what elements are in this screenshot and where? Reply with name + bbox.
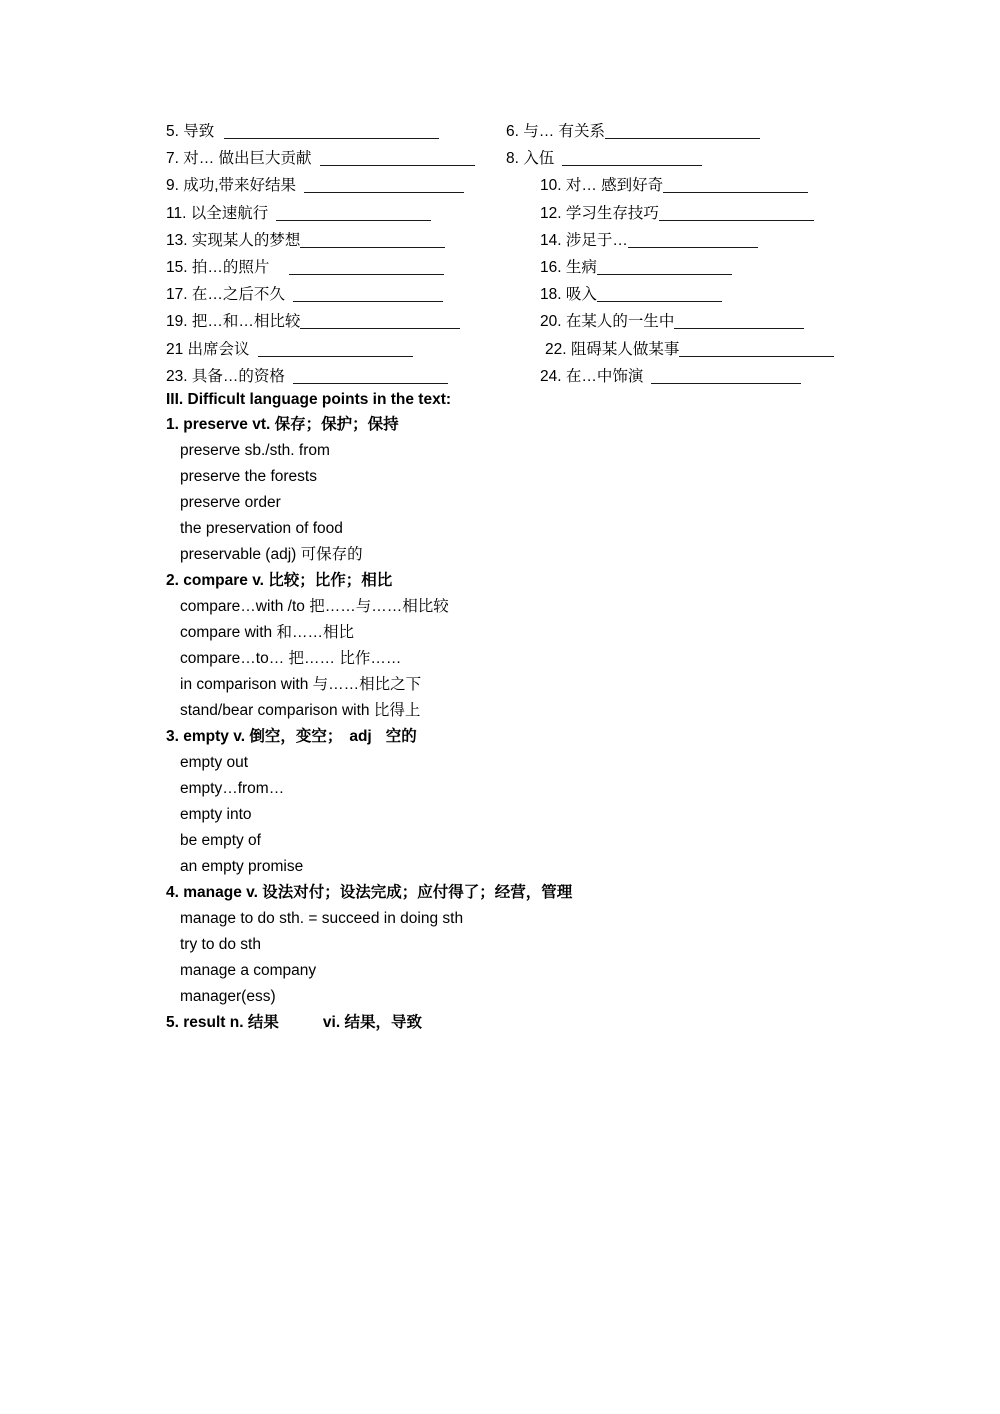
vocabulary-number: 1. <box>166 416 179 433</box>
answer-blank[interactable] <box>258 343 413 357</box>
phrase-row <box>166 172 496 199</box>
vocabulary-example-line: in comparison with 与……相比之下 <box>180 676 422 693</box>
phrase-number: 19. <box>166 313 188 331</box>
vocabulary-meaning-secondary: 结果，导致 <box>344 1014 422 1031</box>
vocabulary-part-of-speech: v. <box>246 884 258 901</box>
answer-blank[interactable] <box>597 288 722 302</box>
phrase-column-right <box>506 118 866 390</box>
vocabulary-entry <box>166 880 866 1010</box>
phrase-number: 11. <box>166 204 187 222</box>
phrase-number: 17. <box>166 286 188 304</box>
phrase-row <box>166 336 496 363</box>
vocabulary-part-of-speech: vt. <box>252 416 271 433</box>
vocabulary-entry <box>166 724 866 880</box>
phrase-number: 12. <box>540 204 562 222</box>
phrase-row <box>506 336 866 363</box>
vocabulary-example-line: preservable (adj) 可保存的 <box>180 546 363 563</box>
vocabulary-part-of-speech-secondary: vi. <box>322 1014 341 1031</box>
vocabulary-example-line: the preservation of food <box>180 520 343 537</box>
phrase-row <box>166 281 496 308</box>
phrase-row <box>166 200 496 227</box>
answer-blank[interactable] <box>289 261 444 275</box>
vocabulary-example-line: compare…to… 把…… 比作…… <box>180 650 402 667</box>
phrase-chinese-text: 以全速航行 <box>186 204 269 222</box>
phrase-number: 7. <box>166 150 179 168</box>
phrase-number: 13. <box>166 231 188 249</box>
vocabulary-headword-line <box>166 1010 866 1036</box>
vocabulary-example-line: be empty of <box>180 832 261 849</box>
vocabulary-number: 2. <box>166 572 179 589</box>
vocabulary-example-line: preserve the forests <box>180 468 317 485</box>
phrase-chinese-text: 成功,带来好结果 <box>178 177 297 195</box>
phrase-row <box>166 254 496 281</box>
vocabulary-meaning: 保存；保护；保持 <box>274 416 399 433</box>
vocabulary-entry <box>166 412 866 568</box>
phrase-chinese-text: 吸入 <box>561 286 597 304</box>
vocabulary-example-line: empty…from… <box>180 780 285 797</box>
vocabulary-example-line: manage a company <box>180 962 317 979</box>
phrase-row <box>506 227 866 254</box>
answer-blank[interactable] <box>663 179 808 193</box>
vocabulary-number: 5. <box>166 1014 179 1031</box>
phrase-chinese-text: 拍…的照片 <box>187 258 270 276</box>
vocabulary-example-line: compare with 和……相比 <box>180 624 354 641</box>
vocabulary-part-of-speech: n. <box>229 1014 244 1031</box>
vocabulary-meaning: 比较；比作；相比 <box>268 572 393 589</box>
vocabulary-word: empty <box>183 728 229 745</box>
phrase-number: 24. <box>540 367 562 385</box>
answer-blank[interactable] <box>224 125 439 139</box>
phrase-number: 8. <box>506 150 519 168</box>
phrase-row <box>506 172 866 199</box>
vocabulary-headword-line <box>166 724 866 750</box>
vocabulary-example-line: empty out <box>180 754 249 771</box>
answer-blank[interactable] <box>293 288 443 302</box>
phrase-row <box>506 200 866 227</box>
answer-blank[interactable] <box>320 152 475 166</box>
phrase-chinese-text: 涉足于… <box>561 231 628 249</box>
phrase-row <box>506 254 866 281</box>
phrase-row <box>166 145 496 172</box>
phrase-number: 18. <box>540 286 562 304</box>
phrase-row <box>506 118 866 145</box>
phrase-row <box>166 118 496 145</box>
phrase-chinese-text: 在…之后不久 <box>187 286 285 304</box>
phrase-chinese-text: 对… 做出巨大贡献 <box>178 150 312 168</box>
vocabulary-meaning-secondary: 空的 <box>385 728 417 745</box>
answer-blank[interactable] <box>293 370 448 384</box>
vocabulary-headword-line <box>166 880 866 906</box>
phrase-number: 10. <box>540 177 562 195</box>
answer-blank[interactable] <box>300 234 445 248</box>
phrase-number: 23. <box>166 367 188 385</box>
phrase-chinese-text: 在某人的一生中 <box>561 313 675 331</box>
answer-blank[interactable] <box>597 261 732 275</box>
vocabulary-example-line: manage to do sth. = succeed in doing sth <box>180 910 464 927</box>
vocabulary-headword-line <box>166 568 866 594</box>
vocabulary-part-of-speech: v. <box>233 728 245 745</box>
phrase-chinese-text: 阻碍某人做某事 <box>566 340 680 358</box>
phrase-chinese-text: 对… 感到好奇 <box>561 177 664 195</box>
vocabulary-word: result <box>183 1014 226 1031</box>
vocabulary-meaning: 设法对付；设法完成；应付得了；经营，管理 <box>262 884 573 901</box>
vocabulary-entry-list <box>166 412 866 1036</box>
vocabulary-meaning: 结果 <box>247 1014 279 1031</box>
phrase-row <box>166 308 496 335</box>
phrase-chinese-text: 出席会议 <box>183 340 250 358</box>
vocabulary-word: compare <box>183 572 248 589</box>
answer-blank[interactable] <box>304 179 464 193</box>
vocabulary-meaning: 倒空，变空； <box>249 728 343 745</box>
answer-blank[interactable] <box>674 315 804 329</box>
vocabulary-example-line: stand/bear comparison with 比得上 <box>180 702 421 719</box>
phrase-row <box>506 308 866 335</box>
phrase-number: 6. <box>506 123 519 140</box>
answer-blank[interactable] <box>605 125 760 139</box>
vocabulary-example-line: an empty promise <box>180 858 304 875</box>
phrase-number: 15. <box>166 258 188 276</box>
phrase-number: 22. <box>545 340 567 358</box>
vocabulary-example-line: manager(ess) <box>180 988 276 1005</box>
vocabulary-entry <box>166 1010 866 1036</box>
answer-blank[interactable] <box>300 315 460 329</box>
answer-blank[interactable] <box>659 207 814 221</box>
section-heading-difficult-language-points: III. Difficult language points in the text: <box>166 391 452 408</box>
phrase-column-left <box>166 118 496 390</box>
answer-blank[interactable] <box>276 207 431 221</box>
vocabulary-example-line: compare…with /to 把……与……相比较 <box>180 598 449 615</box>
phrase-chinese-text: 与… 有关系 <box>518 123 606 140</box>
answer-blank[interactable] <box>679 343 834 357</box>
answer-blank[interactable] <box>651 370 801 384</box>
phrase-number: 16. <box>540 258 562 276</box>
phrase-chinese-text: 把…和…相比较 <box>187 313 301 331</box>
phrase-chinese-text: 在…中饰演 <box>561 367 644 385</box>
phrase-number: 20. <box>540 313 562 331</box>
vocabulary-example-line: preserve sb./sth. from <box>180 442 330 459</box>
phrase-row <box>166 363 496 390</box>
phrase-chinese-text: 实现某人的梦想 <box>187 231 301 249</box>
vocabulary-word: manage <box>183 884 242 901</box>
phrase-chinese-text: 生病 <box>561 258 597 276</box>
vocabulary-example-line: try to do sth <box>180 936 261 953</box>
phrase-row <box>506 145 866 172</box>
vocabulary-part-of-speech-alt: adj <box>349 728 372 745</box>
phrase-row <box>506 281 866 308</box>
phrase-number: 14. <box>540 231 562 249</box>
phrase-chinese-text: 导致 <box>178 123 215 140</box>
phrase-chinese-text: 学习生存技巧 <box>561 204 659 222</box>
vocabulary-number: 4. <box>166 884 179 901</box>
vocabulary-part-of-speech: v. <box>252 572 264 589</box>
vocabulary-number: 3. <box>166 728 179 745</box>
phrase-row <box>166 227 496 254</box>
vocabulary-headword-line <box>166 412 866 438</box>
vocabulary-entry <box>166 568 866 724</box>
phrase-number: 9. <box>166 177 179 195</box>
phrase-chinese-text: 入伍 <box>518 150 555 168</box>
phrase-number: 5. <box>166 123 179 140</box>
vocabulary-example-line: preserve order <box>180 494 281 511</box>
answer-blank[interactable] <box>628 234 758 248</box>
phrase-row <box>506 363 866 390</box>
vocabulary-example-line: empty into <box>180 806 252 823</box>
answer-blank[interactable] <box>562 152 702 166</box>
phrase-chinese-text: 具备…的资格 <box>187 367 285 385</box>
phrase-number: 21 <box>166 340 184 358</box>
vocabulary-word: preserve <box>183 416 248 433</box>
